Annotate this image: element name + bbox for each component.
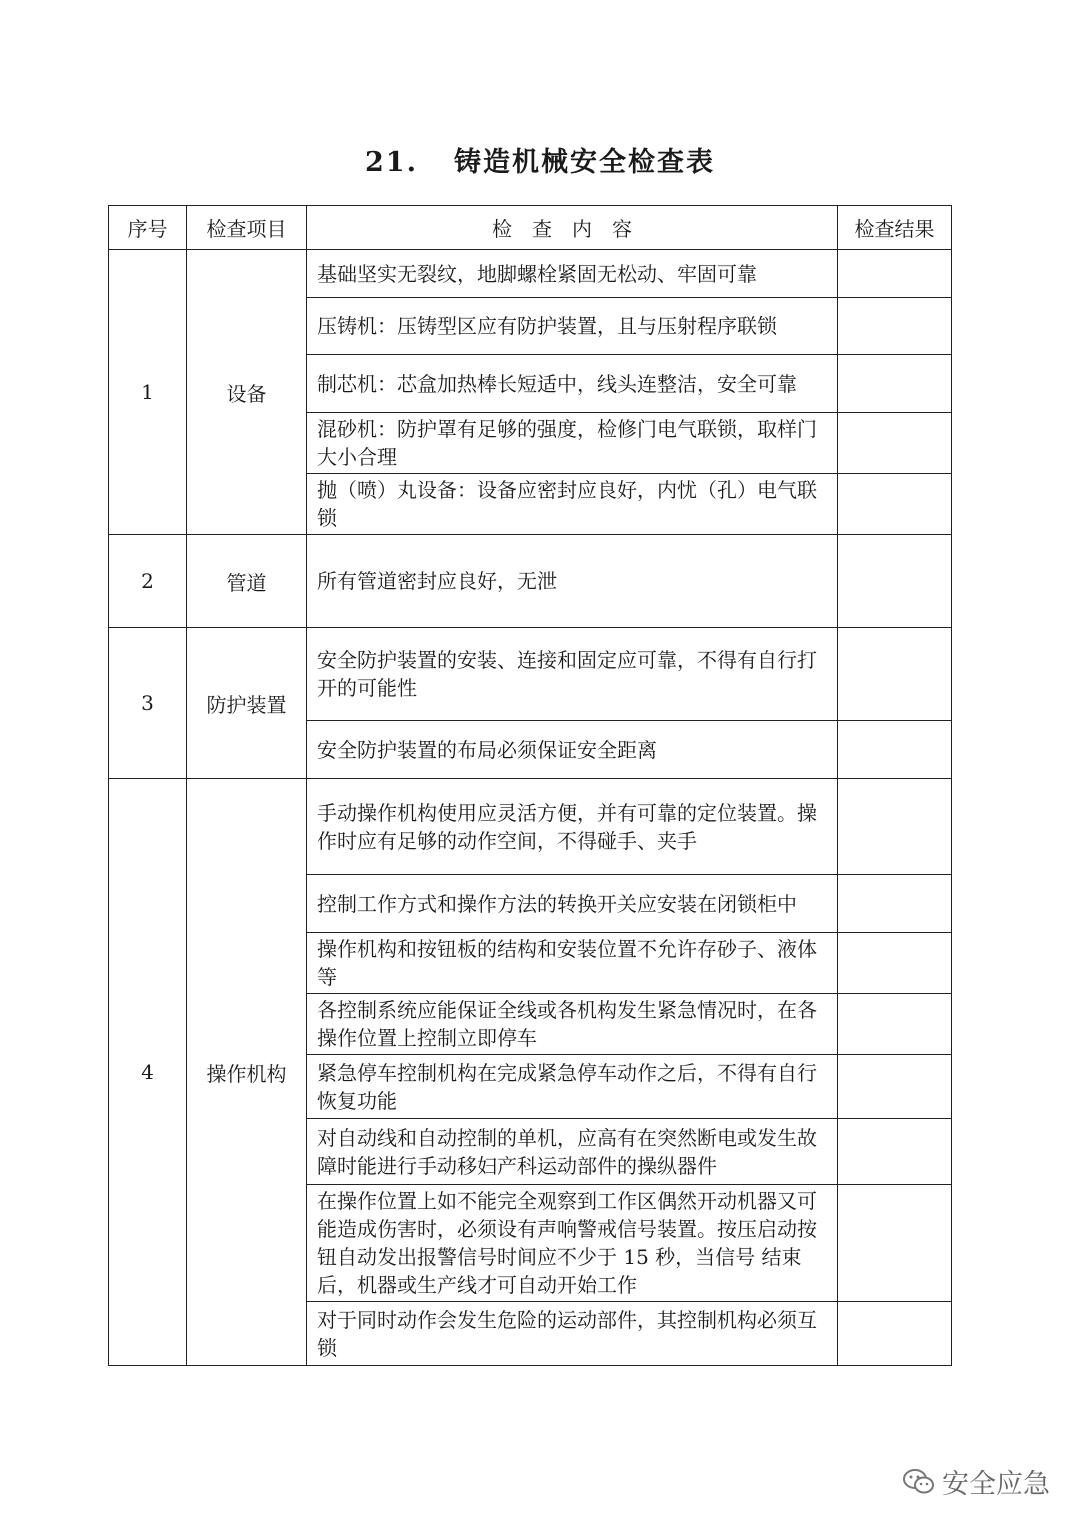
result-cell[interactable] [838, 779, 952, 875]
result-cell[interactable] [838, 1055, 952, 1119]
content-cell: 所有管道密封应良好，无泄 [307, 535, 838, 628]
watermark-text: 安全应急 [942, 1469, 1050, 1500]
title-text: 铸造机械安全检查表 [453, 147, 715, 178]
item-cell: 操作机构 [187, 779, 307, 1366]
item-cell: 管道 [187, 535, 307, 628]
table-row [109, 628, 952, 721]
content-cell: 安全防护装置的布局必须保证安全距离 [307, 721, 838, 779]
content-cell: 各控制系统应能保证全线或各机构发生紧急情况时，在各操作位置上控制立即停车 [307, 994, 838, 1055]
content-cell: 压铸机：压铸型区应有防护装置，且与压射程序联锁 [307, 298, 838, 355]
result-cell[interactable] [838, 875, 952, 933]
table-row [109, 535, 952, 628]
checklist-table [108, 205, 952, 1366]
header-row [109, 206, 952, 250]
result-cell[interactable] [838, 298, 952, 355]
result-cell[interactable] [838, 250, 952, 298]
result-cell[interactable] [838, 628, 952, 721]
content-cell: 手动操作机构使用应灵活方便，并有可靠的定位装置。操作时应有足够的动作空间，不得碰手、夹手 [307, 779, 838, 875]
seq-cell: 3 [109, 628, 187, 779]
result-cell[interactable] [838, 1302, 952, 1366]
result-cell[interactable] [838, 1119, 952, 1185]
seq-cell: 4 [109, 779, 187, 1366]
item-cell: 防护装置 [187, 628, 307, 779]
header-seq: 序号 [109, 206, 187, 250]
result-cell[interactable] [838, 474, 952, 535]
seq-cell: 2 [109, 535, 187, 628]
result-cell[interactable] [838, 413, 952, 474]
result-cell[interactable] [838, 721, 952, 779]
content-cell: 混砂机：防护罩有足够的强度，检修门电气联锁，取样门大小合理 [307, 413, 838, 474]
page-title [0, 140, 1080, 179]
content-cell: 安全防护装置的安装、连接和固定应可靠，不得有自行打开的可能性 [307, 628, 838, 721]
content-cell: 基础坚实无裂纹，地脚螺栓紧固无松动、牢固可靠 [307, 250, 838, 298]
table-row [109, 250, 952, 298]
result-cell[interactable] [838, 1185, 952, 1302]
content-cell: 在操作位置上如不能完全观察到工作区偶然开动机器又可能造成伤害时，必须设有声响警戒信号装置。按压启动按钮自动发出报警信号时间应不少于 15 秒，当信号 结束后，机器或生产线才可自动开始工作 [307, 1185, 838, 1302]
seq-cell: 1 [109, 250, 187, 535]
table-row [109, 779, 952, 875]
wechat-icon [902, 1467, 936, 1497]
content-cell: 紧急停车控制机构在完成紧急停车动作之后，不得有自行恢复功能 [307, 1055, 838, 1119]
title-number: 21. [365, 147, 418, 178]
result-cell[interactable] [838, 355, 952, 413]
content-cell: 制芯机：芯盒加热棒长短适中，线头连整洁，安全可靠 [307, 355, 838, 413]
content-cell: 操作机构和按钮板的结构和安装位置不允许存砂子、液体等 [307, 933, 838, 994]
result-cell[interactable] [838, 535, 952, 628]
header-result: 检查结果 [838, 206, 952, 250]
watermark [902, 1462, 1050, 1501]
content-cell: 对于同时动作会发生危险的运动部件，其控制机构必须互锁 [307, 1302, 838, 1366]
header-item: 检查项目 [187, 206, 307, 250]
item-cell: 设备 [187, 250, 307, 535]
content-cell: 控制工作方式和操作方法的转换开关应安装在闭锁柜中 [307, 875, 838, 933]
header-content: 检查内容 [307, 206, 838, 250]
content-cell: 抛（喷）丸设备：设备应密封应良好，内忧（孔）电气联锁 [307, 474, 838, 535]
content-cell: 对自动线和自动控制的单机，应高有在突然断电或发生故障时能进行手动移妇产科运动部件的操纵器件 [307, 1119, 838, 1185]
result-cell[interactable] [838, 994, 952, 1055]
result-cell[interactable] [838, 933, 952, 994]
